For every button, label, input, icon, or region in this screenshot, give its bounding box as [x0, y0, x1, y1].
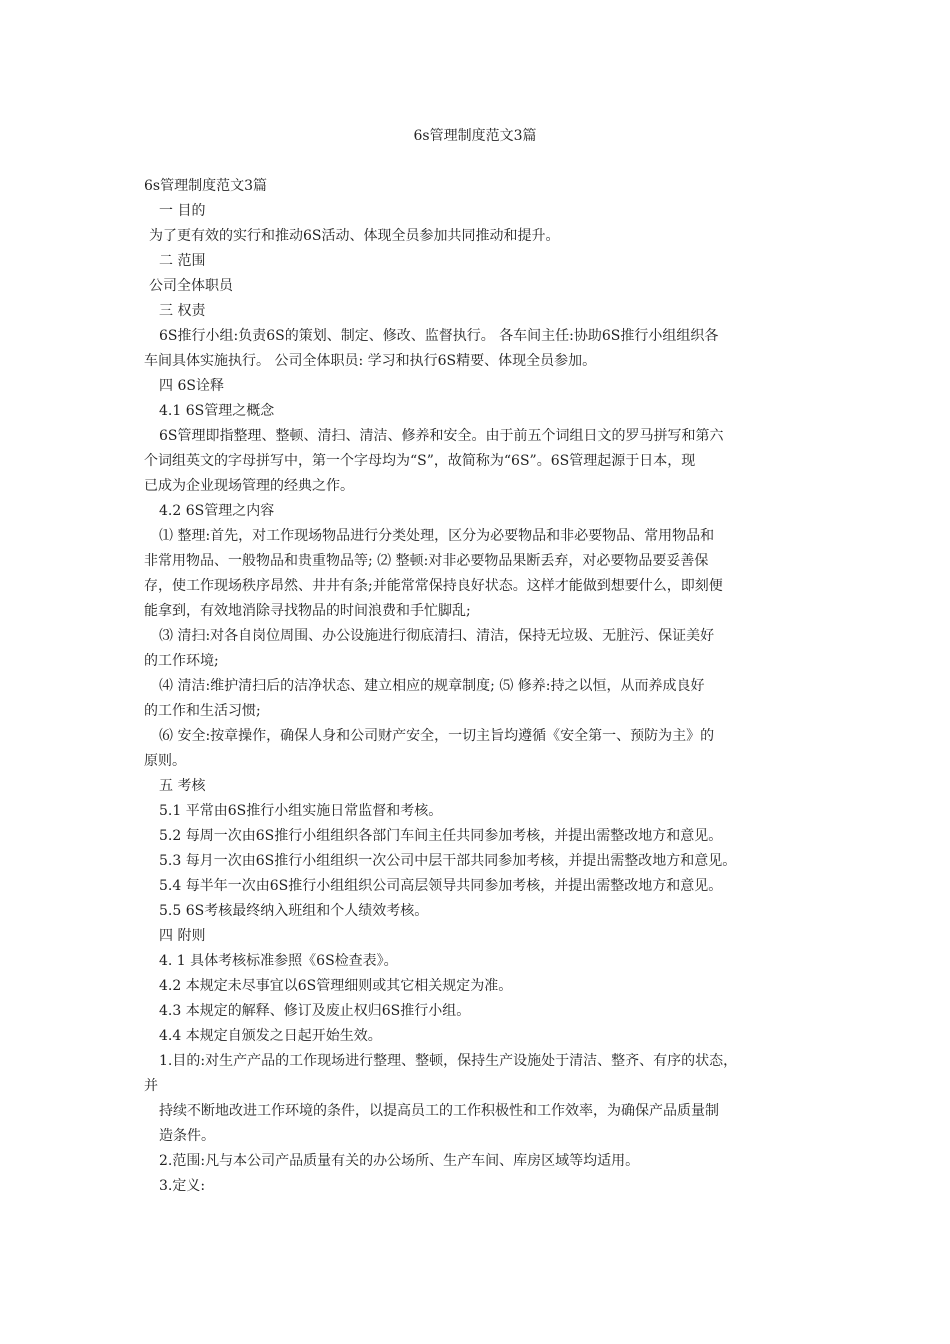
body-line: 4.4 本规定自颁发之日起开始生效。: [159, 1028, 382, 1044]
body-line: ⑹ 安全:按章操作，确保人身和公司财产安全，一切主旨均遵循《安全第一、预防为主》的: [159, 728, 715, 744]
body-line: 5.2 每周一次由6S推行小组组织各部门车间主任共同参加考核，并提出需整改地方和意见。: [159, 828, 723, 844]
section-heading: 四 附则: [159, 928, 206, 944]
body-line: 非常用物品、一般物品和贵重物品等; ⑵ 整顿:对非必要物品果断丢弃，对必要物品要妥善保: [144, 553, 709, 569]
page-title: 6s管理制度范文3篇: [413, 128, 537, 144]
section-heading: 二 范围: [159, 253, 206, 269]
body-line: 车间具体实施执行。 公司全体职员: 学习和执行6S精要、体现全员参加。: [144, 353, 597, 369]
section-heading: 四 6S诠释: [159, 378, 224, 394]
body-line: 5.3 每月一次由6S推行小组组织一次公司中层干部共同参加考核，并提出需整改地方和意见。: [159, 853, 737, 869]
body-line: 5.4 每半年一次由6S推行小组组织公司高层领导共同参加考核，并提出需整改地方和意见。: [159, 878, 723, 894]
section-heading: 三 权责: [159, 303, 206, 319]
body-line: 能拿到，有效地消除寻找物品的时间浪费和手忙脚乱;: [144, 603, 471, 619]
body-line: 5.1 平常由6S推行小组实施日常监督和考核。: [159, 803, 443, 819]
subsection-heading: 4.2 6S管理之内容: [159, 503, 275, 519]
body-line: 5.5 6S考核最终纳入班组和个人绩效考核。: [159, 903, 429, 919]
body-line: 已成为企业现场管理的经典之作。: [144, 478, 354, 494]
body-line: 为了更有效的实行和推动6S活动、体现全员参加共同推动和提升。: [149, 228, 560, 244]
body-line: 的工作环境;: [144, 653, 219, 669]
body-line: 6S推行小组:负责6S的策划、制定、修改、监督执行。 各车间主任:协助6S推行小组组织各: [159, 328, 719, 344]
body-line: 个词组英文的字母拼写中，第一个字母均为“S”，故简称为“6S”。6S管理起源于日本，现: [144, 453, 696, 469]
body-line: 持续不断地改进工作环境的条件，以提高员工的工作积极性和工作效率，为确保产品质量制: [159, 1103, 719, 1119]
body-line: 4. 1 具体考核标准参照《6S检查表》。: [159, 953, 398, 969]
section-heading: 一 目的: [159, 203, 206, 219]
body-line: 2.范围:凡与本公司产品质量有关的办公场所、生产车间、库房区域等均适用。: [159, 1153, 640, 1169]
doc-subtitle: 6s管理制度范文3篇: [144, 178, 267, 194]
body-line: ⑴ 整理:首先，对工作现场物品进行分类处理，区分为必要物品和非必要物品、常用物品和: [159, 528, 715, 544]
body-line: 原则。: [144, 753, 186, 769]
body-line: 4.3 本规定的解释、修订及废止权归6S推行小组。: [159, 1003, 471, 1019]
body-line: ⑶ 清扫:对各自岗位周围、办公设施进行彻底清扫、清洁，保持无垃圾、无脏污、保证美好: [159, 628, 715, 644]
section-heading: 五 考核: [159, 778, 206, 794]
body-line: 的工作和生活习惯;: [144, 703, 261, 719]
subsection-heading: 4.1 6S管理之概念: [159, 403, 275, 419]
body-line: 3.定义:: [159, 1178, 206, 1194]
body-line: 并: [144, 1078, 158, 1094]
body-line: 6S管理即指整理、整顿、清扫、清洁、修养和安全。由于前五个词组日文的罗马拼写和第六: [159, 428, 724, 444]
body-line: 存，使工作现场秩序昂然、井井有条;并能常常保持良好状态。这样才能做到想要什么，即刻便: [144, 578, 723, 594]
body-line: 1.目的:对生产产品的工作现场进行整理、整顿，保持生产设施处于清洁、整齐、有序的状态，: [159, 1053, 738, 1069]
body-line: 造条件。: [159, 1128, 215, 1144]
body-line: ⑷ 清洁:维护清扫后的洁净状态、建立相应的规章制度; ⑸ 修养:持之以恒，从而养成良好: [159, 678, 705, 694]
body-line: 4.2 本规定未尽事宜以6S管理细则或其它相关规定为准。: [159, 978, 513, 994]
body-line: 公司全体职员: [149, 278, 233, 294]
